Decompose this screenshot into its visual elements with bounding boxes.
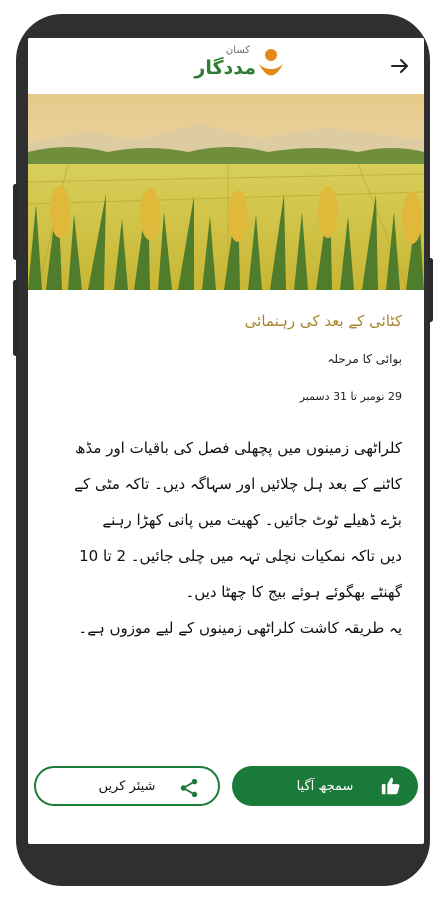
description-line: یہ طریقہ کاشت کلراٹھی زمینوں کے لیے موزوں ہے۔ bbox=[78, 619, 402, 637]
logo-subtitle: کسان bbox=[225, 45, 250, 56]
arrow-right-icon[interactable] bbox=[388, 54, 412, 78]
share-button[interactable] bbox=[34, 766, 220, 806]
description-line: بڑے ڈھیلے ٹوٹ جائیں۔ کھیت میں پانی کھڑا رہنے bbox=[102, 511, 402, 529]
guide-title: کٹائی کے بعد کی رہنمائی bbox=[244, 312, 402, 330]
description-line: کلراٹھی زمینوں میں پچھلی فصل کی باقیات اور مڈھ bbox=[75, 439, 402, 457]
description-line: دیں تاکہ نمکیات نچلی تہہ میں چلی جائیں۔ 2 تا 10 bbox=[79, 547, 402, 565]
description-line: گھنٹے بھگوئے ہوئے بیج کا چھٹا دیں۔ bbox=[185, 583, 402, 601]
understood-label: سمجھ آگیا bbox=[296, 778, 354, 794]
share-label: شیئر کریں bbox=[98, 778, 156, 794]
app-screen bbox=[28, 38, 424, 844]
understood-button[interactable] bbox=[232, 766, 418, 806]
share-icon bbox=[178, 777, 200, 799]
rice-field-illustration bbox=[28, 94, 424, 290]
phone-side-button bbox=[428, 258, 433, 322]
stage-label: بوائی کا مرحلہ bbox=[327, 352, 402, 366]
logo-mark-icon bbox=[256, 47, 286, 81]
phone-side-button bbox=[13, 184, 18, 260]
date-range: 29 نومبر تا 31 دسمبر bbox=[299, 390, 402, 403]
description-line: کاٹنے کے بعد ہل چلائیں اور سہاگہ دیں۔ تاکہ مٹی کے bbox=[74, 475, 402, 493]
logo-title: مددگار bbox=[194, 57, 256, 79]
app-logo bbox=[166, 45, 286, 89]
guide-content bbox=[28, 290, 424, 760]
thumbs-up-icon bbox=[380, 775, 402, 797]
phone-side-button bbox=[13, 280, 18, 356]
guide-description bbox=[50, 430, 402, 646]
app-bar bbox=[28, 38, 424, 94]
action-bar bbox=[28, 760, 424, 820]
